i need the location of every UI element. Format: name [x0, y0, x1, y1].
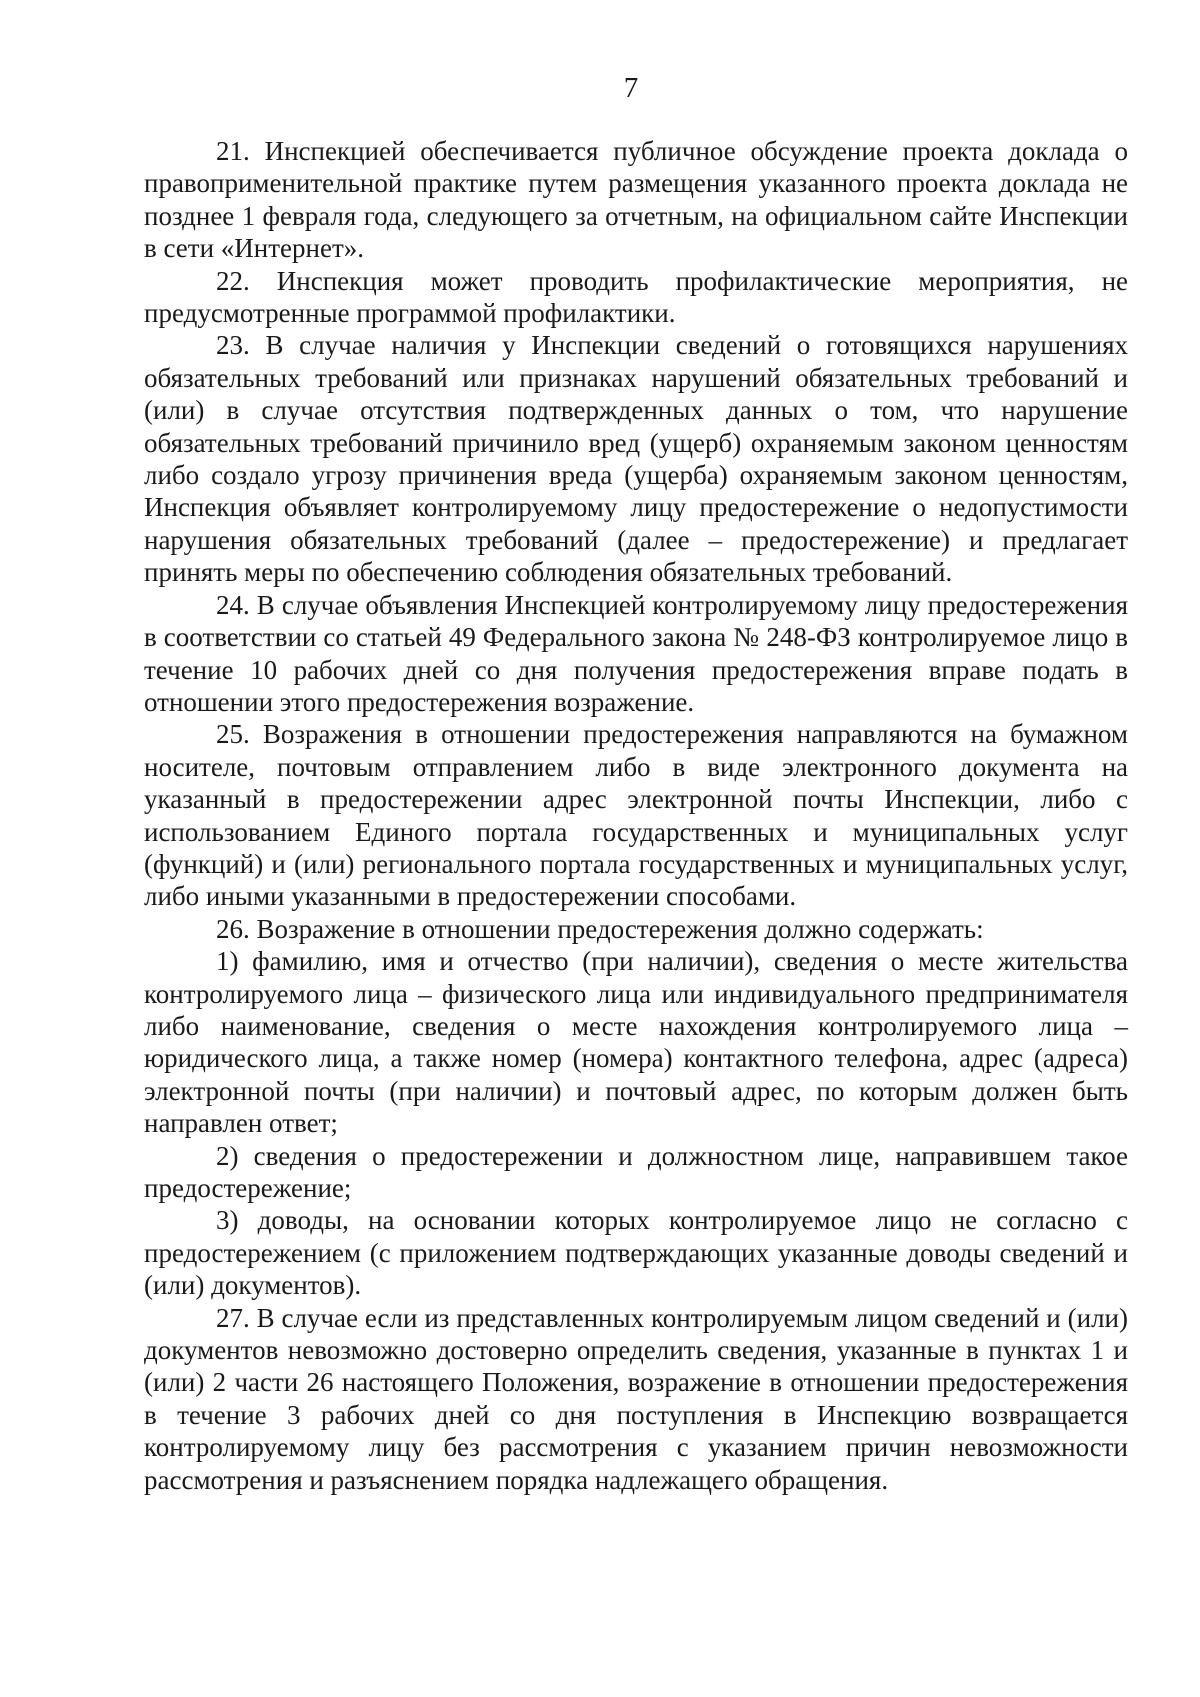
paragraph-22: 22. Инспекция может проводить профилактические мероприятия, не предусмотренные программой профилактики. [144, 265, 1128, 329]
paragraph-26-item-1: 1) фамилию, имя и отчество (при наличии), сведения о месте жительства контролируемого лица – физического лица или индивидуального предпринимателя либо наименование, сведения о месте нахождения контролируемого лица – юридического лица, а также номер (номера) контактного телефона, адрес (адреса) электронной почты (при наличии) и почтовый адрес, по которым должен быть направлен ответ; [144, 946, 1128, 1139]
paragraph-26: 26. Возражение в отношении предостережения должно содержать: [216, 913, 984, 944]
paragraph-21: 21. Инспекцией обеспечивается публичное обсуждение проекта доклада о правоприменительной практике путем размещения указанного проекта доклада не позднее 1 февраля года, следующего за отчетным, на официальном сайте Инспекции в сети «Интернет». [144, 136, 1128, 264]
paragraph-26-item-2: 2) сведения о предостережении и должностном лице, направившем такое предостережение; [144, 1140, 1128, 1203]
paragraph-27: 27. В случае если из представленных контролируемым лицом сведений и (или) документов невозможно достоверно определить сведения, указанные в пунктах 1 и (или) 2 части 26 настоящего Положения, возражение в отношении предостережения в течение 3 рабочих дней со дня поступления в Инспекцию возвращается контролируемому лицу без рассмотрения с указанием причин невозможности рассмотрения и разъяснением порядка надлежащего обращения. [144, 1302, 1128, 1495]
page-number: 7 [623, 72, 639, 104]
paragraph-23: 23. В случае наличия у Инспекции сведений о готовящихся нарушениях обязательных требований или признаках нарушений обязательных требований и (или) в случае отсутствия подтвержденных данных о том, что нарушение обязательных требований причинило вред (ущерб) охраняемым законом ценностям либо создало угрозу причинения вреда (ущерба) охраняемым законом ценностям, Инспекция объявляет контролируемому лицу предостережение о недопустимости нарушения обязательных требований (далее – предостережение) и предлагает принять меры по обеспечению соблюдения обязательных требований. [144, 330, 1128, 588]
paragraph-25: 25. Возражения в отношении предостережения направляются на бумажном носителе, почтовым отправлением либо в виде электронного документа на указанный в предостережении адрес электронной почты Инспекции, либо с использованием Единого портала государственных и муниципальных услуг (функций) и (или) регионального портала государственных и муниципальных услуг, либо иными указанными в предостережении способами. [144, 719, 1128, 912]
paragraph-24: 24. В случае объявления Инспекцией контролируемому лицу предостережения в соответствии со статьей 49 Федерального закона № 248-ФЗ контролируемое лицо в течение 10 рабочих дней со дня получения предостережения вправе подать в отношении этого предостережения возражение. [144, 589, 1128, 717]
paragraph-26-item-3: 3) доводы, на основании которых контролируемое лицо не согласно с предостережением (с приложением подтверждающих указанные доводы сведений и (или) документов). [144, 1205, 1128, 1301]
document-body [144, 135, 1128, 1496]
